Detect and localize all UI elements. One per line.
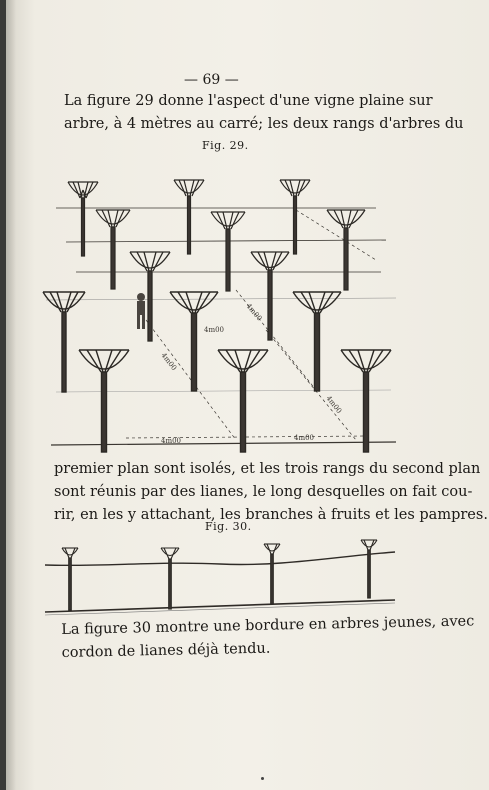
- figure-30-border-illustration: [40, 530, 400, 620]
- page-gutter-shadow: [6, 0, 16, 790]
- paragraph-figure-30: [61, 610, 475, 665]
- text-line: rir, en les y attachant, les branches à fruits et les pampres.: [54, 507, 488, 523]
- text-line: premier plan sont isolés, et les trois rangs du second plan: [54, 461, 481, 477]
- figure-29-caption: Fig. 29.: [202, 139, 249, 152]
- measure-label: 4m00: [204, 326, 224, 334]
- measure-label: 4m00: [161, 437, 181, 445]
- text-line: arbre, à 4 mètres au carré; les deux rangs d'arbres du: [64, 116, 464, 132]
- worker-figure: [137, 293, 145, 329]
- figure-29-vineyard-illustration: [36, 160, 401, 455]
- page-speck: [261, 777, 264, 780]
- tree-row-back: [68, 180, 310, 256]
- text-line: sont réunis par des lianes, le long desquelles on fait cou-: [54, 484, 473, 500]
- text-line: La figure 30 montre une bordure en arbres jeunes, avec: [61, 613, 475, 638]
- measure-label: 4m00: [324, 394, 344, 415]
- tree-row-second: [96, 210, 365, 291]
- book-page: [6, 0, 489, 790]
- measure-label: 4m00: [294, 434, 314, 442]
- measure-label: 4m00: [159, 351, 179, 372]
- figure-30-caption: Fig. 30.: [205, 520, 252, 533]
- paragraph-description: [54, 458, 488, 527]
- text-line: La figure 29 donne l'aspect d'une vigne plaine sur: [64, 93, 433, 109]
- page-number: — 69 —: [184, 72, 239, 88]
- measure-label: 4m00: [244, 302, 264, 323]
- paragraph-intro: [64, 90, 464, 136]
- tree-row-front: [43, 292, 391, 452]
- text-line: cordon de lianes déjà tendu.: [61, 640, 271, 661]
- young-tree-row: [62, 540, 377, 610]
